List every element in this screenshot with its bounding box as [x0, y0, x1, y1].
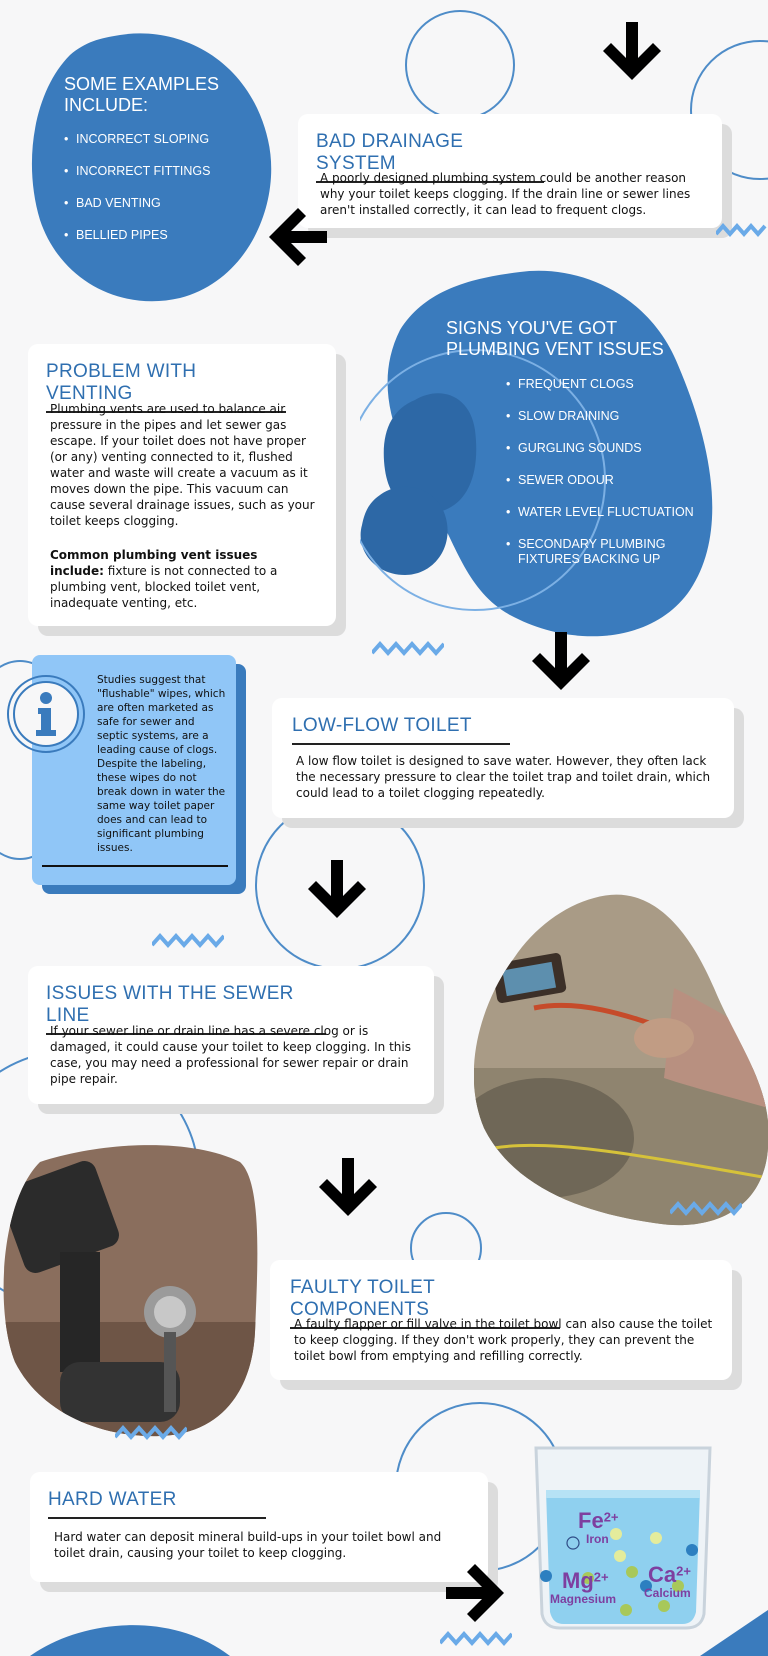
arrow-right-icon [446, 1564, 508, 1622]
sewer-photo [474, 888, 768, 1230]
title-underline [292, 743, 510, 745]
fe-label [578, 1508, 619, 1546]
section-body: Hard water can deposit mineral build-ups in your toilet bowl and toilet drain, causing your toilet to keep clogging. [54, 1530, 442, 1560]
common-issues-body: fixture is not connected to a plumbing vent, blocked toilet vent, inadequate venting, etc. [50, 564, 278, 610]
ca-label [644, 1562, 691, 1600]
arrow-left-icon [265, 208, 327, 266]
info-rule [42, 865, 228, 867]
section-body: Plumbing vents are used to balance air pressure in the pipes and let sewer gas escape. If your toilet does not have proper (or any) venting connected to it, flushed water and waste will create a vacuum as it moves down the pipe. This vacuum can cause several drainage issues, such as your toilet keeps clogging. [50, 402, 315, 528]
fe-symbol: Fe [578, 1508, 604, 1533]
ca-name: Calcium [644, 1586, 691, 1600]
ca-charge: 2+ [676, 1563, 691, 1579]
list-item: • GURGLING SOUNDS [506, 441, 716, 456]
section-title: HARD WATER [48, 1489, 177, 1510]
fe-charge: 2+ [603, 1509, 619, 1525]
zigzag-decor [716, 222, 768, 238]
arrow-down-icon [532, 632, 590, 696]
zigzag-decor [152, 932, 224, 950]
vent-signs-title: SIGNS YOU'VE GOT PLUMBING VENT ISSUES [446, 318, 664, 359]
toilet-components-photo [0, 1142, 262, 1438]
section-title: LOW-FLOW TOILET [292, 715, 472, 736]
examples-text [64, 74, 244, 243]
section-title: BAD DRAINAGE SYSTEM [316, 131, 464, 174]
list-item: • SLOW DRAINING [506, 409, 716, 424]
list-item: • INCORRECT SLOPING [64, 132, 244, 147]
fe-name: Iron [586, 1532, 609, 1546]
list-item: • FREQUENT CLOGS [506, 377, 716, 392]
common-issues-label: Common plumbing vent issues include: [50, 548, 258, 578]
list-item: • SEWER ODOUR [506, 473, 716, 488]
list-item: • BAD VENTING [64, 196, 244, 211]
zigzag-decor [670, 1200, 742, 1218]
mg-charge: 2+ [593, 1569, 609, 1585]
info-body: Studies suggest that "flushable" wipes, which are often marketed as safe for sewer and septic systems, are a leading cause of clogs. Despite the labeling, these wipes do not break down in water the same way toilet paper does and can lead to significant plumbing issues. [97, 674, 226, 854]
section-title: FAULTY TOILET COMPONENTS [290, 1277, 435, 1320]
section-body: A poorly designed plumbing system could be another reason why your toilet keeps clogging. If the drain line or sewer lines aren't installed correctly, it can lead to frequent clogs. [320, 171, 691, 217]
decor-circle [405, 10, 515, 120]
list-item: • WATER LEVEL FLUCTUATION [506, 505, 716, 520]
zigzag-decor [115, 1424, 187, 1442]
arrow-down-icon [319, 1158, 377, 1222]
info-icon [6, 674, 86, 754]
zigzag-decor [372, 640, 444, 658]
section-body: If your sewer line or drain line has a severe clog or is damaged, it could cause your toilet to keep clogging. In this case, you may need a professional for sewer repair or drain pipe repair. [50, 1024, 411, 1086]
mg-label [550, 1568, 617, 1606]
section-title: PROBLEM WITH VENTING [46, 361, 197, 404]
list-item: • BELLIED PIPES [64, 228, 244, 243]
examples-title: SOME EXAMPLES INCLUDE: [64, 74, 220, 115]
vent-signs-text [446, 318, 716, 567]
mg-symbol: Mg [562, 1568, 594, 1593]
list-item: • SECONDARY PLUMBING FIXTURES BACKING UP [506, 537, 688, 567]
components-card [270, 1260, 732, 1380]
list-item: • INCORRECT FITTINGS [64, 164, 244, 179]
zigzag-decor [440, 1630, 512, 1648]
section-body: A faulty flapper or fill valve in the toilet bowl can also cause the toilet to keep clogging. If they don't work properly, they can prevent the toilet bowl from emptying and refilling correctly. [294, 1317, 713, 1363]
arrow-down-icon [603, 22, 661, 86]
mg-name: Magnesium [550, 1592, 617, 1606]
section-title: ISSUES WITH THE SEWER LINE [46, 983, 294, 1026]
hard-water-card [30, 1472, 488, 1582]
common-issues [50, 547, 315, 611]
venting-card [28, 344, 336, 626]
sewer-line-card [28, 966, 434, 1104]
bad-drainage-card [298, 114, 722, 228]
low-flow-card [272, 698, 734, 818]
ca-symbol: Ca [648, 1562, 677, 1587]
title-underline [48, 1517, 266, 1519]
section-body: A low flow toilet is designed to save water. However, they often lack the necessary pressure to clear the toilet trap and toilet drain, which could lead to a toilet clogging repeatedly. [296, 754, 711, 800]
arrow-down-icon [308, 860, 366, 924]
